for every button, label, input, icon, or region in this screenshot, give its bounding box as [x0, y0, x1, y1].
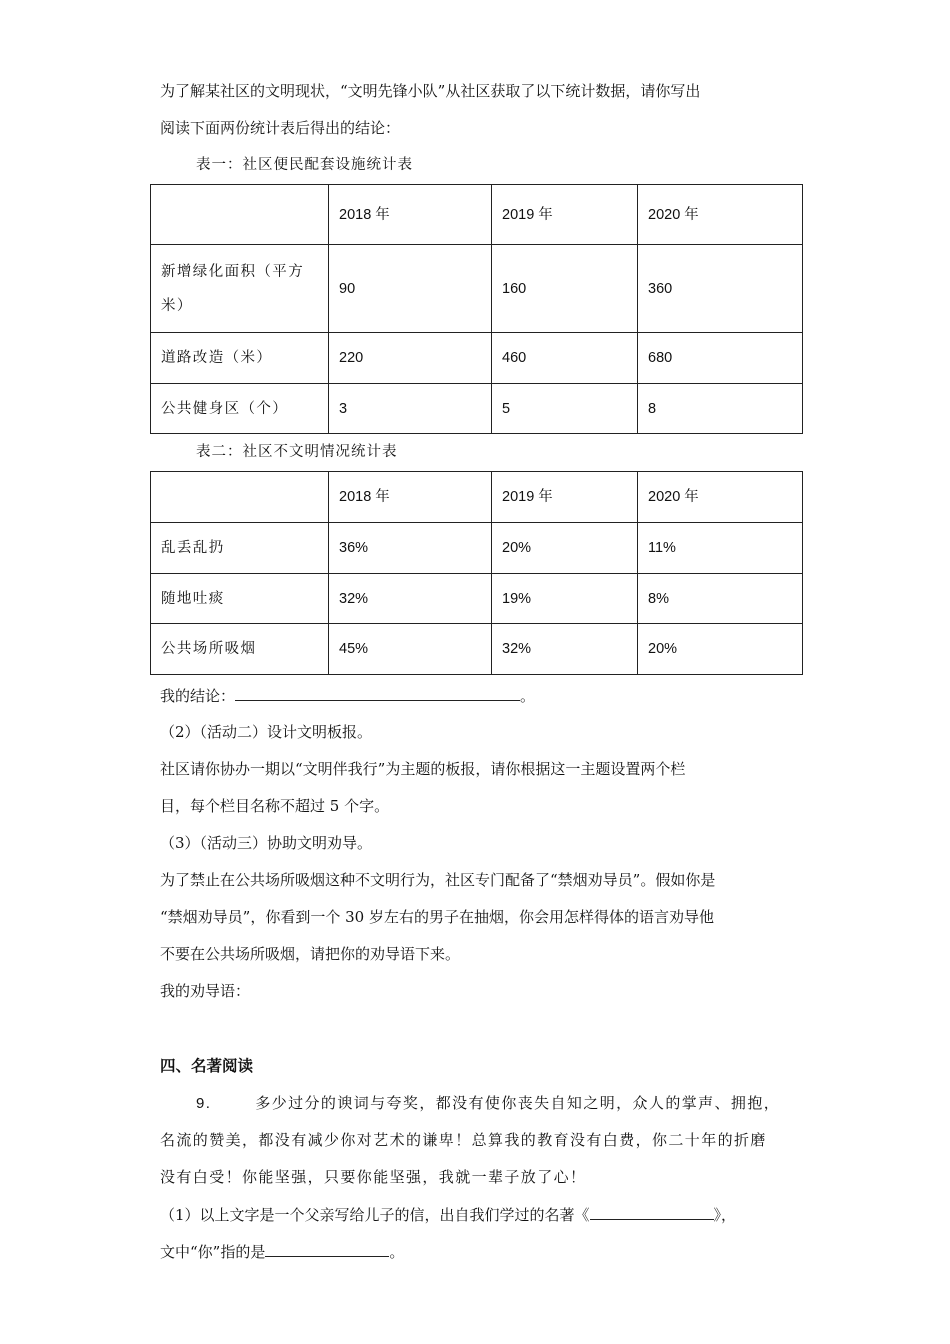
table1-header-cell: 2018 年 [329, 185, 492, 245]
table-row [151, 574, 803, 624]
table2-incivility [150, 471, 803, 675]
table2-cell: 32% [492, 624, 638, 675]
table2-header-cell [151, 472, 329, 523]
sub-question-1-text: （1）以上文字是一个父亲写给儿子的信，出自我们学过的名著《 [160, 1206, 590, 1224]
table1-cell: 220 [329, 333, 492, 384]
table1-header-cell [151, 185, 329, 245]
intro-line-2: 阅读下面两份统计表后得出的结论： [160, 119, 401, 137]
table2-cell: 36% [329, 523, 492, 574]
table1-cell: 8 [638, 384, 803, 434]
sub-question-1-line-1 [160, 1203, 736, 1226]
table-row [151, 333, 803, 384]
table2-cell: 11% [638, 523, 803, 574]
table-row [151, 523, 803, 574]
table2-caption: 表二：社区不文明情况统计表 [196, 444, 398, 460]
question-9-line-1 [196, 1092, 780, 1115]
table1-caption: 表一：社区便民配套设施统计表 [196, 157, 413, 173]
table2-cell: 20% [492, 523, 638, 574]
table2-row-label: 随地吐痰 [151, 574, 329, 624]
table1-row-label-part: 新增绿化面积（平方 [161, 263, 305, 280]
passage-text: 多少过分的谀词与夸奖，都没有使你丧失自知之明，众人的掌声、拥抱， [255, 1094, 781, 1112]
table1-cell: 5 [492, 384, 638, 434]
activity3-line-1: 为了禁止在公共场所吸烟这种不文明行为，社区专门配备了“禁烟劝导员”。假如你是 [160, 871, 716, 889]
sub-question-1-text-end: 》， [713, 1206, 737, 1224]
table1-cell: 360 [638, 245, 803, 333]
table2-cell: 20% [638, 624, 803, 675]
activity2-line-1: 社区请你协办一期以“文明伴我行”为主题的板报，请你根据这一主题设置两个栏 [160, 760, 686, 778]
sub-question-1-text: 文中“你”指的是 [160, 1243, 266, 1261]
table1-header-cell: 2020 年 [638, 185, 803, 245]
activity3-line-3: 不要在公共场所吸烟，请把你的劝导语下来。 [160, 945, 461, 963]
table2-cell: 8% [638, 574, 803, 624]
table1-cell: 160 [492, 245, 638, 333]
table2-cell: 45% [329, 624, 492, 675]
table1-row-label: 道路改造（米） [151, 333, 329, 384]
table2-row-label: 公共场所吸烟 [151, 624, 329, 675]
table-row [151, 384, 803, 434]
conclusion-end: 。 [520, 687, 536, 705]
table2-header-cell: 2020 年 [638, 472, 803, 523]
table1-cell: 680 [638, 333, 803, 384]
section4-heading: 四、名著阅读 [160, 1057, 254, 1075]
table1-cell: 90 [329, 245, 492, 333]
table-row [151, 624, 803, 675]
table1-row-label: 公共健身区（个） [151, 384, 329, 434]
table2-cell: 32% [329, 574, 492, 624]
table1-facilities [150, 184, 803, 434]
intro-line-1: 为了解某社区的文明现状，“文明先锋小队”从社区获取了以下统计数据，请你写出 [160, 82, 701, 100]
book-title-blank[interactable] [590, 1203, 714, 1220]
advice-label: 我的劝导语： [160, 982, 251, 1000]
table1-header-row [151, 185, 803, 245]
conclusion-answer-blank[interactable] [235, 684, 520, 701]
sub-question-1-text-end: 。 [389, 1243, 405, 1261]
table-row [151, 245, 803, 333]
activity2-title: （2）（活动二）设计文明板报。 [160, 723, 373, 741]
table2-header-cell: 2018 年 [329, 472, 492, 523]
table2-row-label: 乱丢乱扔 [151, 523, 329, 574]
activity3-title: （3）（活动三）协助文明劝导。 [160, 834, 373, 852]
table2-header-row [151, 472, 803, 523]
passage-line-2: 名流的赞美，都没有减少你对艺术的谦卑！总算我的教育没有白费，你二十年的折磨 [160, 1131, 767, 1149]
table1-row-label [151, 245, 329, 333]
table2-cell: 19% [492, 574, 638, 624]
question-number: 9. [196, 1095, 212, 1112]
table1-cell: 460 [492, 333, 638, 384]
table1-header-cell: 2019 年 [492, 185, 638, 245]
table1-row-label-part: 米） [161, 297, 193, 314]
passage-line-3: 没有白受！你能坚强，只要你能坚强，我就一辈子放了心！ [160, 1168, 587, 1186]
table2-header-cell: 2019 年 [492, 472, 638, 523]
activity2-line-2: 目，每个栏目名称不超过 5 个字。 [160, 797, 390, 815]
table1-cell: 3 [329, 384, 492, 434]
sub-question-1-line-2 [160, 1240, 404, 1263]
conclusion-line [160, 684, 535, 707]
person-blank[interactable] [265, 1240, 389, 1257]
activity3-line-2: “禁烟劝导员”，你看到一个 30 岁左右的男子在抽烟，你会用怎样得体的语言劝导他 [160, 908, 714, 926]
conclusion-label: 我的结论： [160, 687, 236, 705]
